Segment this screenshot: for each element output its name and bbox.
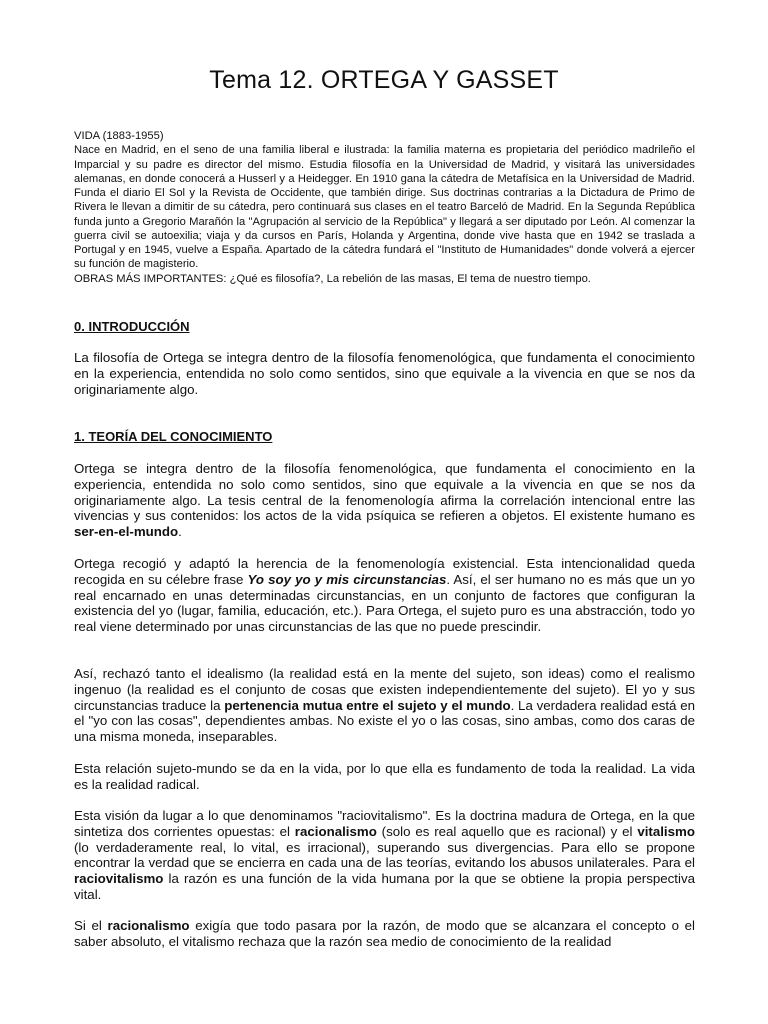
- p2-bold-italic: Yo soy yo y mis circunstancias: [247, 571, 447, 587]
- p5-text-d: la razón es una función de la vida humana por la que se obtiene la propia perspectiva vital.: [74, 871, 695, 902]
- teoria-paragraph-1: [74, 461, 695, 540]
- teoria-paragraph-5: [74, 808, 695, 903]
- p1-bold: ser-en-el-mundo: [74, 524, 179, 540]
- p6-bold: racionalismo: [107, 918, 190, 933]
- teoria-paragraph-6: [74, 918, 695, 950]
- p5-bold-racionalismo: racionalismo: [294, 823, 377, 839]
- p5-text-a: Esta visión da lugar a lo que denominamos "raciovitalismo". Es la doctrina madura de Ortega, en la que sintetiza dos corrientes opuestas: el: [74, 808, 695, 839]
- teoria-paragraph-4: Esta relación sujeto-mundo se da en la vida, por lo que ella es fundamento de toda la realidad. La vida es la realidad radical.: [74, 761, 695, 792]
- teoria-heading: 1. TEORÍA DEL CONOCIMIENTO: [74, 429, 273, 444]
- intro-heading: 0. INTRODUCCIÓN: [74, 319, 190, 334]
- p1-text: Ortega se integra dentro de la filosofía fenomenológica, que fundamenta el conocimiento en la experiencia, entendida no solo como sentidos, sino que equivale a la vivencia en que se nos da originariamente algo. La tesis central de la fenomenología afirma la correlación intencional entre las vivencias y sus contenidos: los actos de la vida psíquica se refieren a objetos. El existente humano es: [74, 461, 695, 524]
- vida-text: Nace en Madrid, en el seno de una familia liberal e ilustrada: la familia materna es propietaria del periódico madrileño el Imparcial y su padre es director del mismo. Estudia filosofía en la Universidad de Madrid, y visitará las universidades alemanas, en donde conocerá a Husserl y a Heidegger. En 1910 gana la cátedra de Metafísica en la Universidad de Madrid. Funda el diario El Sol y la Revista de Occidente, que también dirige. Sus doctrinas contrarias a la Dictadura de Primo de Rivera le llevan a dimitir de su cátedra, pero continuará sus clases en el teatro Barceló de Madrid. En la Segunda República funda junto a Gregorio Marañón la "Agrupación al servicio de la República" y llegará a ser diputado por León. Al comenzar la guerra civil se autoexilia; viaja y da cursos en París, Holanda y Argentina, donde vive hasta que en 1942 se traslada a Portugal y en 1945, vuelve a España. Apartado de la cátedra fundará el "Instituto de Humanidades" donde volverá a ejercer su función de magisterio.: [74, 144, 695, 271]
- p2-text-b: . Así, el ser humano no es más que un yo real encarnado en unas determinadas circunstancias, en un conjunto de factores que configuran la existencia del yo (lugar, familia, educación, etc.). Para Ortega, el sujeto puro es una abstracción, todo yo real viene determinado por unas circunstancias de las que no puede prescindir.: [74, 571, 696, 635]
- vida-section: [74, 129, 695, 286]
- p5-bold-raciovitalismo: raciovitalismo: [74, 871, 164, 887]
- p6-text-b: exigía que todo pasara por la razón, de modo que se alcanzara el concepto o el saber absoluto, el vitalismo rechaza que la razón sea medio de conocimiento de la realidad: [74, 918, 695, 949]
- document-title: Tema 12. ORTEGA Y GASSET: [209, 66, 559, 94]
- teoria-paragraph-2: [74, 556, 695, 635]
- p1-end: .: [178, 524, 182, 540]
- p2-text-a: Ortega recogió y adaptó la herencia de la fenomenología existencial. Esta intencionalidad queda recogida en su célebre frase: [74, 556, 695, 587]
- p3-text-a: Así, rechazó tanto el idealismo (la realidad está en la mente del sujeto, son ideas) como el realismo ingenuo (la realidad es el conjunto de cosas que existen independientemente del sujeto). El yo y sus circunstancias traduce la: [74, 666, 695, 713]
- p5-text-c: (lo verdaderamente real, lo vital, es irracional), superando sus divergencias. Para ello se propone encontrar la verdad que se encierra en cada una de las teorías, evitando los abusos unilaterales. Para el: [74, 839, 695, 871]
- p6-text-a: Si el: [74, 918, 108, 933]
- teoria-paragraph-3: [74, 666, 695, 745]
- p5-bold-vitalismo: vitalismo: [637, 823, 695, 839]
- intro-paragraph: La filosofía de Ortega se integra dentro de la filosofía fenomenológica, que fundamenta el conocimiento en la experiencia, entendida no solo como sentidos, sino que equivale a la vivencia en que se nos da originariamente algo.: [74, 350, 695, 397]
- obras-text: OBRAS MÁS IMPORTANTES: ¿Qué es filosofía?, La rebelión de las masas, El tema de nuestro tiempo.: [74, 272, 591, 285]
- p3-text-b: . La verdadera realidad está en el "yo con las cosas", dependientes ambas. No existe el yo o las cosas, sino ambas, como dos caras de una misma moneda, inseparables.: [74, 697, 695, 745]
- p5-text-b: (solo es real aquello que es racional) y el: [376, 823, 638, 839]
- p3-bold: pertenencia mutua entre el sujeto y el mundo: [224, 697, 511, 713]
- vida-heading: VIDA (1883-1955): [74, 130, 164, 142]
